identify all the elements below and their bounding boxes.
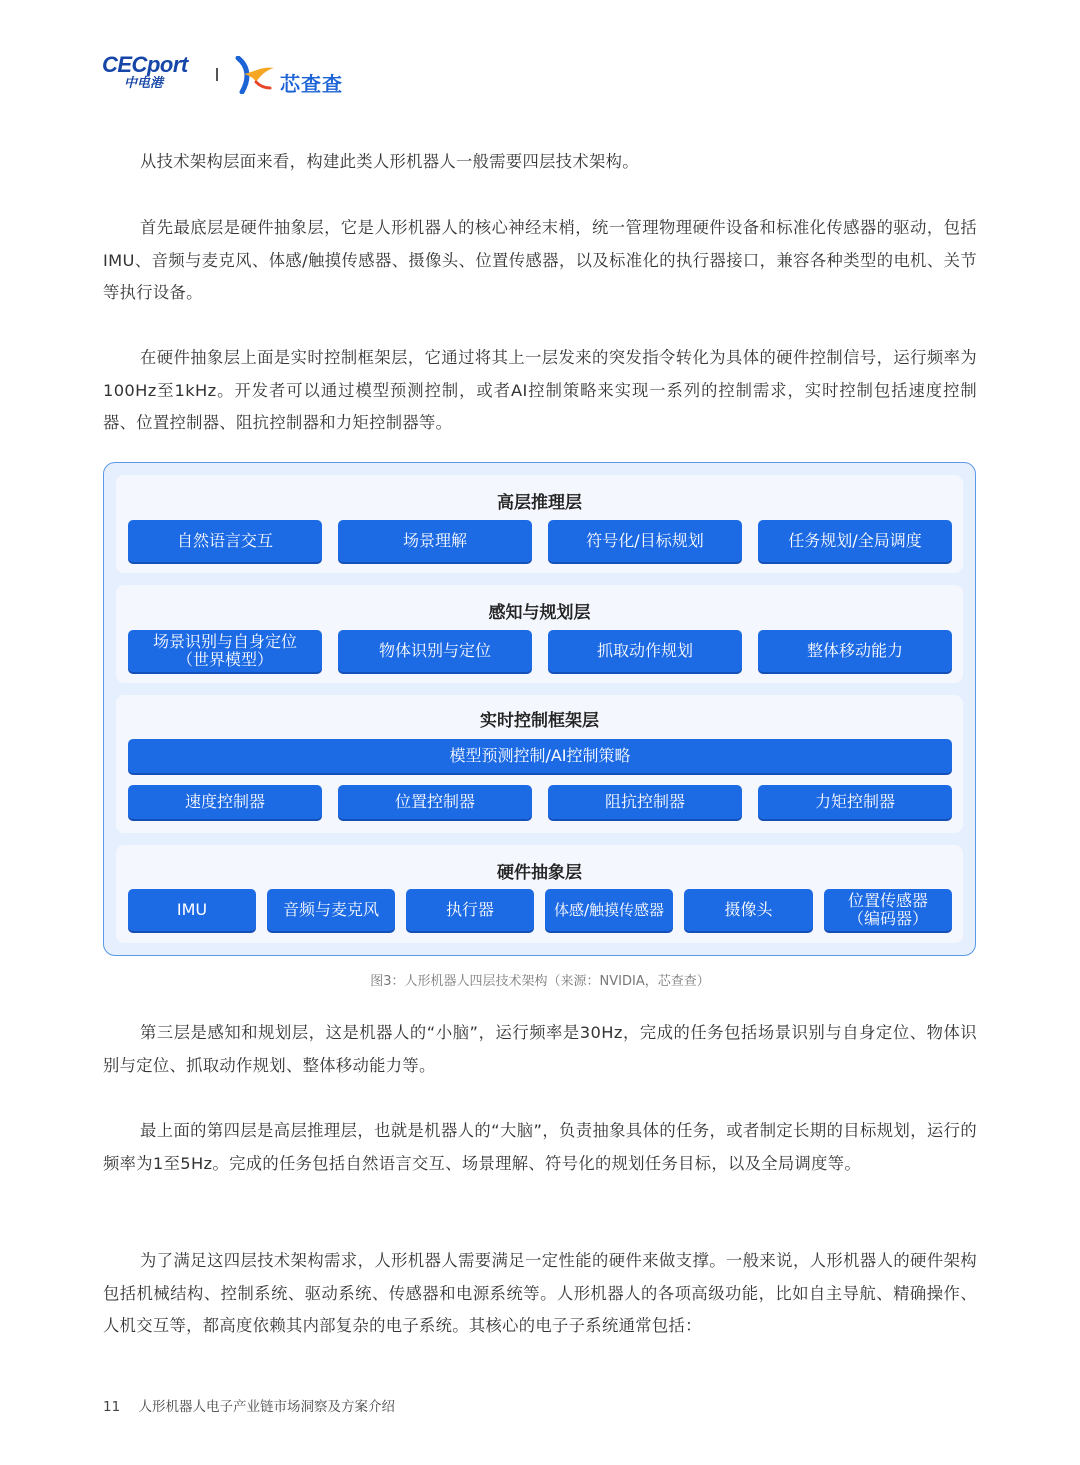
chip-scene-localization (128, 630, 322, 672)
chip-line: 位置传感器 (847, 891, 928, 910)
chip-impedance-controller: 阻抗控制器 (548, 785, 742, 819)
chip-grasp-planning: 抓取动作规划 (548, 630, 742, 672)
chip-object-recognition: 物体识别与定位 (338, 630, 532, 672)
chip-audio-mic: 音频与麦克风 (267, 889, 395, 931)
xinchacha-logo-text: 芯查查 (280, 72, 343, 96)
chip-mobility: 整体移动能力 (758, 630, 952, 672)
page-footer (103, 1395, 395, 1415)
chip-velocity-controller: 速度控制器 (128, 785, 322, 819)
chip-task-scheduling: 任务规划/全局调度 (758, 520, 952, 562)
cecport-logo-text: CECport (102, 52, 188, 77)
paragraph-intro: 从技术架构层面来看，构建此类人形机器人一般需要四层技术架构。 (140, 152, 639, 171)
architecture-diagram (103, 462, 976, 956)
chip-position-sensor (824, 889, 952, 931)
chip-line: （世界模型） (176, 650, 273, 669)
chip-natural-language: 自然语言交互 (128, 520, 322, 562)
chip-actuator: 执行器 (406, 889, 534, 931)
chip-line: 场景识别与自身定位 (152, 632, 297, 651)
chip-touch-sensor: 体感/触摸传感器 (545, 889, 673, 931)
chip-mpc-ai-policy: 模型预测控制/AI控制策略 (128, 739, 952, 773)
footer-title: 人形机器人电子产业链市场洞察及方案介绍 (138, 1399, 395, 1415)
paragraph-hardware-layer: 首先最底层是硬件抽象层，它是人形机器人的核心神经末梢，统一管理物理硬件设备和标准化传感器的驱动，包括IMU、音频与麦克风、体感/触摸传感器、摄像头、位置传感器，以及标准化的执行器接口，兼容各种类型的电机、关节等执行设备。 (103, 218, 977, 302)
chip-line: （编码器） (847, 909, 928, 928)
page-number: 11 (103, 1399, 121, 1415)
layer-perception-planning (116, 585, 963, 683)
layer-title: 高层推理层 (497, 493, 582, 513)
cecport-logo (102, 54, 188, 92)
layer-title: 实时控制框架层 (480, 711, 599, 731)
cecport-logo-cn: 中电港 (124, 76, 164, 91)
layer-hardware-abstraction (116, 845, 963, 943)
chip-camera: 摄像头 (684, 889, 813, 931)
layer-title: 感知与规划层 (488, 603, 591, 623)
chip-torque-controller: 力矩控制器 (758, 785, 952, 819)
paragraph-reasoning-layer: 最上面的第四层是高层推理层，也就是机器人的“大脑”，负责抽象具体的任务，或者制定长期的目标规划，运行的频率为1至5Hz。完成的任务包括自然语言交互、场景理解、符号化的规划任务目标，以及全局调度等。 (103, 1121, 977, 1173)
layer-title: 硬件抽象层 (497, 863, 582, 883)
layer-high-reasoning (116, 475, 963, 573)
xinchacha-logo-icon (234, 56, 278, 94)
chip-scene-understanding: 场景理解 (338, 520, 532, 562)
paragraph-control-layer: 在硬件抽象层上面是实时控制框架层，它通过将其上一层发来的突发指令转化为具体的硬件控制信号，运行频率为100Hz至1kHz。开发者可以通过模型预测控制，或者AI控制策略来实现一系列的控制需求，实时控制包括速度控制器、位置控制器、阻抗控制器和力矩控制器等。 (103, 348, 977, 432)
chip-symbolic-planning: 符号化/目标规划 (548, 520, 742, 562)
chip-position-controller: 位置控制器 (338, 785, 532, 819)
header (102, 52, 502, 100)
figure-caption: 图3：人形机器人四层技术架构（来源：NVIDIA，芯查查） (370, 974, 710, 989)
layer-realtime-control (116, 695, 963, 833)
paragraph-hardware-support: 为了满足这四层技术架构需求，人形机器人需要满足一定性能的硬件来做支撑。一般来说，人形机器人的硬件架构包括机械结构、控制系统、驱动系统、传感器和电源系统等。人形机器人的各项高级功能，比如自主导航、精确操作、人机交互等，都高度依赖其内部复杂的电子系统。其核心的电子子系统通常包括： (103, 1251, 977, 1335)
logo-divider (216, 68, 218, 81)
chip-imu: IMU (128, 889, 256, 931)
paragraph-perception-layer: 第三层是感知和规划层，这是机器人的“小脑”，运行频率是30Hz，完成的任务包括场景识别与自身定位、物体识别与定位、抓取动作规划、整体移动能力等。 (103, 1023, 977, 1075)
